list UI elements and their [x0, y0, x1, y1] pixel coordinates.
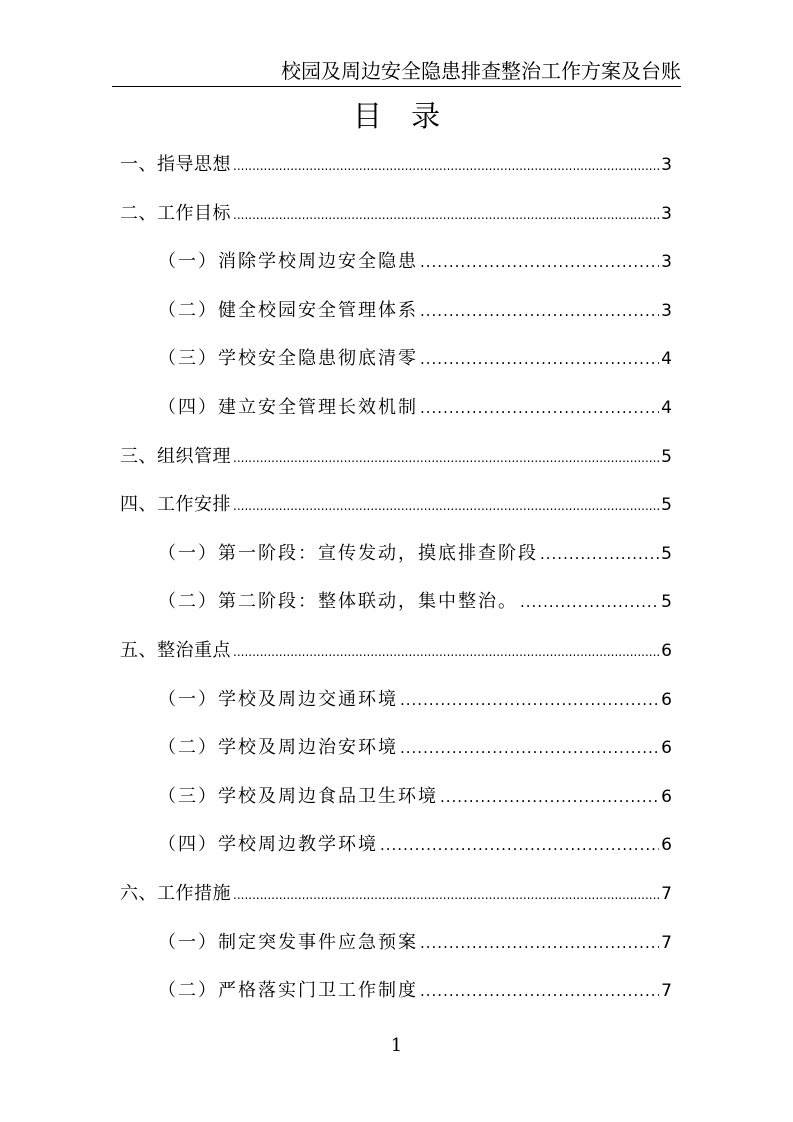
toc-entry-page: 4	[661, 349, 672, 370]
toc-entry-title: （二）学校及周边治安环境	[158, 737, 398, 759]
toc-dot-leader	[233, 434, 659, 483]
toc-entry-page: 3	[661, 203, 672, 224]
toc-dot-leader	[440, 773, 659, 822]
toc-entry[interactable]	[120, 190, 672, 239]
toc-entry-page: 5	[661, 543, 672, 564]
toc-dot-leader	[420, 967, 659, 1016]
toc-entry[interactable]	[120, 238, 672, 287]
toc-entry-title: （三）学校及周边食品卫生环境	[158, 785, 438, 807]
toc-entry-page: 5	[661, 592, 672, 613]
toc-entry-title: 四、工作安排	[120, 494, 231, 516]
toc-dot-leader	[420, 919, 659, 968]
toc-dot-leader	[420, 287, 659, 336]
table-of-contents	[120, 141, 672, 1016]
toc-entry-page: 7	[661, 932, 672, 953]
toc-dot-leader	[420, 384, 659, 433]
toc-entry[interactable]	[120, 773, 672, 822]
toc-entry-page: 4	[661, 397, 672, 418]
toc-entry-title: （一）学校及周边交通环境	[158, 688, 398, 710]
toc-entry-title: 五、整治重点	[120, 639, 231, 661]
toc-entry-page: 6	[661, 738, 672, 759]
toc-entry-title: 一、指导思想	[120, 154, 231, 175]
toc-entry[interactable]	[120, 676, 672, 725]
toc-dot-leader	[380, 821, 659, 870]
toc-entry[interactable]	[120, 578, 672, 627]
toc-dot-leader	[400, 676, 659, 725]
toc-entry[interactable]	[120, 821, 672, 870]
toc-dot-leader	[233, 191, 659, 240]
toc-entry[interactable]	[120, 724, 672, 773]
toc-entry-title: （四）学校周边教学环境	[158, 834, 378, 856]
toc-entry-title: 六、工作措施	[120, 882, 231, 904]
toc-entry-page: 6	[661, 786, 672, 807]
toc-entry-title: （二）健全校园安全管理体系	[158, 299, 418, 321]
toc-entry[interactable]	[120, 870, 672, 919]
toc-entry-page: 6	[661, 689, 672, 710]
toc-entry[interactable]	[120, 384, 672, 433]
toc-dot-leader	[540, 530, 659, 579]
toc-entry[interactable]	[120, 335, 672, 384]
toc-dot-leader	[233, 871, 659, 920]
toc-entry-page: 7	[661, 981, 672, 1002]
toc-entry[interactable]	[120, 530, 672, 579]
toc-entry-title: （二）第二阶段：整体联动，集中整治。	[158, 591, 518, 613]
toc-entry[interactable]	[120, 627, 672, 676]
toc-entry[interactable]	[120, 141, 672, 190]
toc-entry-title: （一）消除学校周边安全隐患	[158, 251, 418, 273]
toc-heading: 目 录	[352, 99, 451, 133]
toc-dot-leader	[400, 724, 659, 773]
toc-entry-title: （一）制定突发事件应急预案	[158, 931, 418, 953]
toc-entry-title: （二）严格落实门卫工作制度	[158, 980, 418, 1002]
toc-entry-title: （一）第一阶段：宣传发动，摸底排查阶段	[158, 542, 538, 564]
toc-dot-leader	[233, 142, 659, 191]
toc-entry-page: 5	[661, 446, 672, 467]
toc-dot-leader	[420, 238, 659, 287]
toc-entry[interactable]	[120, 433, 672, 482]
toc-entry[interactable]	[120, 481, 672, 530]
running-header-title: 校园及周边安全隐患排查整治工作方案及台账	[281, 59, 681, 83]
toc-entry-title: 二、工作目标	[120, 202, 231, 224]
toc-entry-title: 三、组织管理	[120, 445, 231, 467]
toc-dot-leader	[233, 628, 659, 677]
toc-dot-leader	[420, 335, 659, 384]
toc-entry-title: （三）学校安全隐患彻底清零	[158, 348, 418, 370]
toc-dot-leader	[233, 482, 659, 531]
toc-entry[interactable]	[120, 287, 672, 336]
toc-entry-title: （四）建立安全管理长效机制	[158, 396, 418, 418]
toc-entry-page: 6	[661, 835, 672, 856]
header-rule	[112, 86, 681, 87]
toc-entry-page: 6	[661, 640, 672, 661]
page-number: 1	[390, 1035, 403, 1056]
toc-entry-page: 7	[661, 883, 672, 904]
toc-dot-leader	[520, 578, 659, 627]
toc-entry-page: 5	[661, 495, 672, 516]
toc-entry-page: 3	[661, 300, 672, 321]
toc-entry[interactable]	[120, 919, 672, 968]
toc-entry-page: 3	[661, 155, 672, 175]
toc-entry-page: 3	[661, 252, 672, 273]
toc-entry[interactable]	[120, 967, 672, 1016]
